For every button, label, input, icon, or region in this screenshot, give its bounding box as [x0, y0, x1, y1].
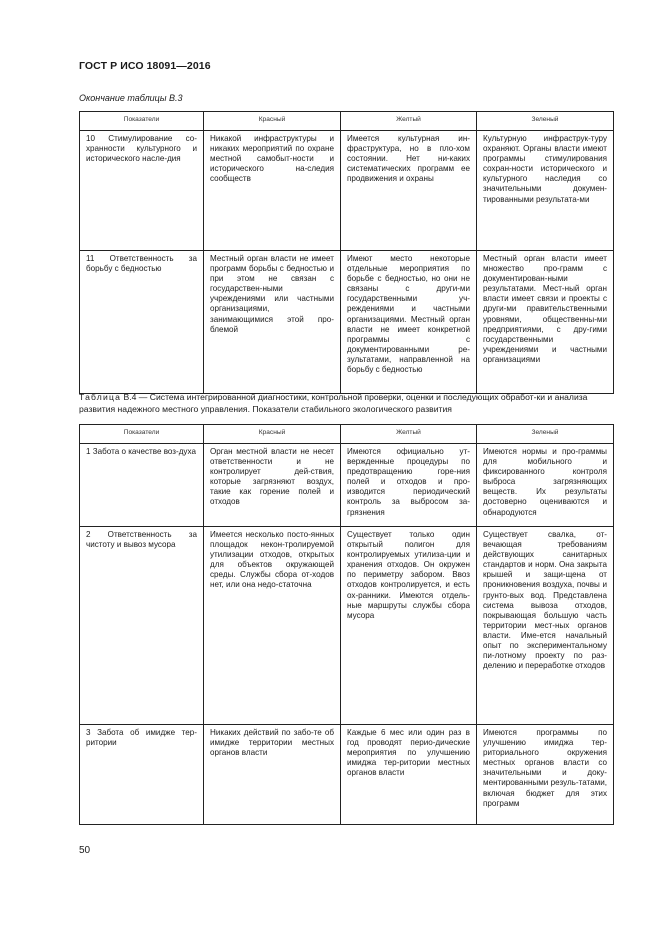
- table-b3-end: [79, 111, 614, 394]
- document-header: ГОСТ Р ИСО 18091—2016: [79, 60, 211, 72]
- yellow-cell: Имеются официально ут-вержденные процедуры по предотвращению горе-ния полей и отходов и про-изводится периодический контроль за выбросом за-грязнения: [341, 444, 477, 527]
- column-header-green: Зеленый: [477, 112, 614, 131]
- green-cell: Имеются нормы и про-граммы для мобильного и фиксированного контроля выброса загрязняющих веществ. Их результаты достоверно оцениваются и обнародуются: [477, 444, 614, 527]
- table-continuation-caption: Окончание таблицы В.3: [79, 93, 183, 103]
- table-row: [80, 527, 614, 725]
- table-row: [80, 131, 614, 251]
- yellow-cell: Каждые 6 мес или один раз в год проводят перио-дические мероприятия по улучшению имиджа тер-ритории местных органов власти: [341, 725, 477, 825]
- green-cell: Культурную инфраструк-туру охраняют. Органы власти имеют программы стимулирования сохран-ности исторического и культурного наследия со значительными докумен-тированными результата-ми: [477, 131, 614, 251]
- yellow-cell: Имеется культурная ин-фраструктура, но в пло-хом состоянии. Нет ни-каких систематических программ ее продвижения и охраны: [341, 131, 477, 251]
- column-header-green: Зеленый: [477, 425, 614, 444]
- table-caption-text: В.4 — Система интегрированной диагностики, контрольной проверки, оценки и последующих обработ-ки и анализа развития надежного местного управления. Показатели стабильного экологического развития: [79, 392, 588, 414]
- red-cell: Имеется несколько посто-янных площадок некон-тролируемой утилизации отходов, открытых для объектов окружающей среды. Службы сбора от-ходов нет, или она недо-статочна: [204, 527, 341, 725]
- column-header-red: Красный: [204, 425, 341, 444]
- indicator-cell: 3 Забота об имидже тер-ритории: [80, 725, 204, 825]
- table-row: [80, 251, 614, 394]
- indicator-cell: 2 Ответственность за чистоту и вывоз мусора: [80, 527, 204, 725]
- column-header-indicators: Показатели: [80, 425, 204, 444]
- table-b4-caption: [79, 392, 615, 415]
- green-cell: Имеются программы по улучшению имиджа тер-риториального окружения местных органов власти со значительными и доку-ментированными резуль-татами, включая бюджет для этих программ: [477, 725, 614, 825]
- table-b4: [79, 424, 614, 825]
- table-header-row: [80, 112, 614, 131]
- table-row: [80, 444, 614, 527]
- yellow-cell: Существует только один открытый полигон для контролируемых утилиза-ции и хранения отходов. Он окружен по периметру забором. Ввоз отходов контролируется, и есть ох-ранники. Имеются отдель-ные маршруты службы сбора мусора: [341, 527, 477, 725]
- red-cell: Никаких действий по забо-те об имидже территории местных органов власти: [204, 725, 341, 825]
- green-cell: Существует свалка, от-вечающая требованиям действующих санитарных стандартов и норм. Она закрыта крышей и защи-щена от проникновения воздуха, почвы и грунто-вых вод. Представлена система вывоза отходов, покрывающая большую часть территории мест-ных органов власти. Име-ется начальный опыт по экспериментальному пи-лотному проекту по раз-делению и переработке отходов: [477, 527, 614, 725]
- column-header-indicators: Показатели: [80, 112, 204, 131]
- table-header-row: [80, 425, 614, 444]
- indicator-cell: 11 Ответственность за борьбу с бедностью: [80, 251, 204, 394]
- column-header-yellow: Желтый: [341, 425, 477, 444]
- red-cell: Орган местной власти не несет ответственности и не контролирует дей-ствия, которые загрязняют воздух, такие как горение полей и отходов: [204, 444, 341, 527]
- table-row: [80, 725, 614, 825]
- yellow-cell: Имеют место некоторые отдельные мероприятия по борьбе с бедностью, но они не связаны с други-ми государственными уч-реждениями и частными организациями. Местный орган власти не имеет конкретной программы с документированными ре-зультатами, направленной на борьбу с бедностью: [341, 251, 477, 394]
- indicator-cell: 1 Забота о качестве воз-духа: [80, 444, 204, 527]
- red-cell: Местный орган власти не имеет программ борьбы с бедностью и при этом не связан с государствен-ными учреждениями или частными организациями, занимающимися этой про-блемой: [204, 251, 341, 394]
- column-header-red: Красный: [204, 112, 341, 131]
- indicator-cell: 10 Стимулирование со-хранности культурного и исторического насле-дия: [80, 131, 204, 251]
- table-caption-label: Таблица: [79, 392, 122, 402]
- page-number: 50: [79, 845, 91, 856]
- column-header-yellow: Желтый: [341, 112, 477, 131]
- green-cell: Местный орган власти имеет множество про-грамм с документирован-ными результатами. Мест-ный орган власти имеет связи и проекты с други-ми правительственными уровнями, общественны-ми предприятиями, с дру-гими государственными учреждениями и частными организациями: [477, 251, 614, 394]
- red-cell: Никакой инфраструктуры и никаких мероприятий по охране местной самобыт-ности и исторического на-следия сообществ: [204, 131, 341, 251]
